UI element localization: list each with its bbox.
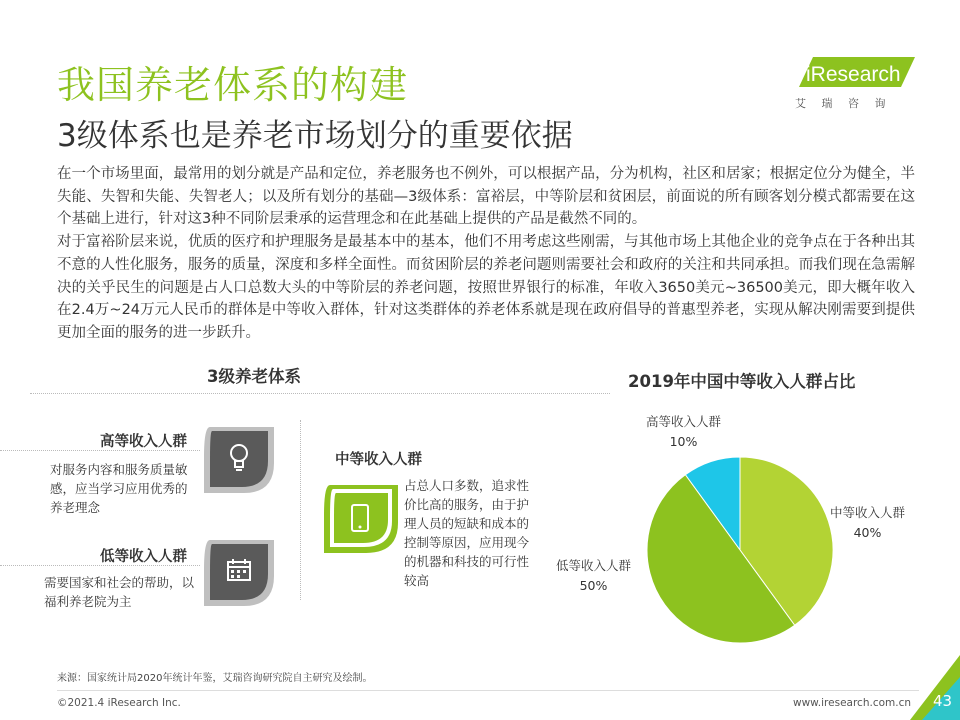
low-income-label: 低等收入人群: [100, 549, 187, 565]
lightbulb-icon: [202, 425, 276, 495]
page-corner-decoration: [910, 655, 960, 720]
middle-income-desc: 占总人口多数，追求性价比高的服务，由于护理人员的短缺和成本的控制等原因，应用现今的机器和科技的可行性较高: [404, 478, 530, 588]
section-divider: [30, 393, 610, 394]
pie-label-low: [556, 556, 631, 596]
paragraph-1: 在一个市场里面，最常用的划分就是产品和定位，养老服务也不例外，可以根据产品，分为机构，社区和居家；根据定位分为健全，半失能、失智和失能、失智老人；以及所有划分的基础—3级体系：富裕层，中等阶层和贫困层，前面说的所有顾客划分模式都需要在这个基础上进行，针对这3种不同阶层秉承的运营理念和在此基础上提供的产品是截然不同的。: [57, 166, 915, 228]
page-subtitle: 3级体系也是养老市场划分的重要依据: [57, 118, 573, 154]
pie-label-high: [646, 412, 721, 452]
page-number: 43: [933, 692, 953, 710]
pie-label-middle-name: 中等收入人群: [830, 505, 906, 520]
high-income-desc: 对服务内容和服务质量敏感，应当学习应用优秀的养老理念: [50, 462, 188, 515]
chart-title: 2019年中国中等收入人群占比: [628, 372, 856, 391]
pie-label-low-value: 50%: [579, 578, 608, 593]
low-divider: [0, 565, 200, 566]
middle-income-label: 中等收入人群: [335, 452, 422, 468]
source-note: 来源：国家统计局2020年统计年鉴，艾瑞咨询研究院自主研究及绘制。: [57, 673, 373, 684]
vertical-divider: [300, 420, 301, 600]
pie-label-middle: [830, 503, 905, 543]
pie-label-high-value: 10%: [669, 434, 698, 449]
paragraph-2: 对于富裕阶层来说，优质的医疗和护理服务是最基本中的基本，他们不用考虑这些刚需，与其他市场上其他企业的竞争点在于各种出其不意的人性化服务，服务的质量，深度和多样全面性。而贫困阶层的养老问题则需要社会和政府的关注和共同承担。而我们现在急需解决的关乎民生的问题是占人口总数大头的中等阶层的养老问题，按照世界银行的标准，年收入3650美元~36500美元，即大概年收入在2.4万~24万元人民币的群体是中等收入群体，针对这类群体的养老体系就是现在政府倡导的普惠型养老，实现从解决刚需要到提供更加全面的服务的进一步跃升。: [57, 234, 915, 341]
high-divider: [0, 450, 200, 451]
system-title: 3级养老体系: [207, 367, 301, 386]
page-title: 我国养老体系的构建: [57, 63, 409, 107]
logo-chinese: 艾 瑞 咨 询: [795, 97, 892, 110]
copyright: ©2021.4 iResearch Inc.: [57, 697, 181, 709]
high-income-label: 高等收入人群: [100, 434, 187, 450]
pie-label-high-name: 高等收入人群: [646, 414, 722, 429]
pie-slices: [647, 457, 833, 643]
iresearch-logo: [793, 55, 915, 115]
body-text: [57, 163, 915, 345]
calendar-icon: [202, 538, 276, 608]
low-income-desc: 需要国家和社会的帮助，以福利养老院为主: [44, 575, 195, 609]
mobile-phone-icon: [322, 483, 400, 555]
website-link[interactable]: www.iresearch.com.cn: [793, 697, 912, 709]
pie-label-low-name: 低等收入人群: [556, 558, 632, 573]
pie-label-middle-value: 40%: [853, 525, 882, 540]
logo-wordmark: iResearch: [806, 63, 901, 86]
footer-divider: [57, 690, 919, 691]
